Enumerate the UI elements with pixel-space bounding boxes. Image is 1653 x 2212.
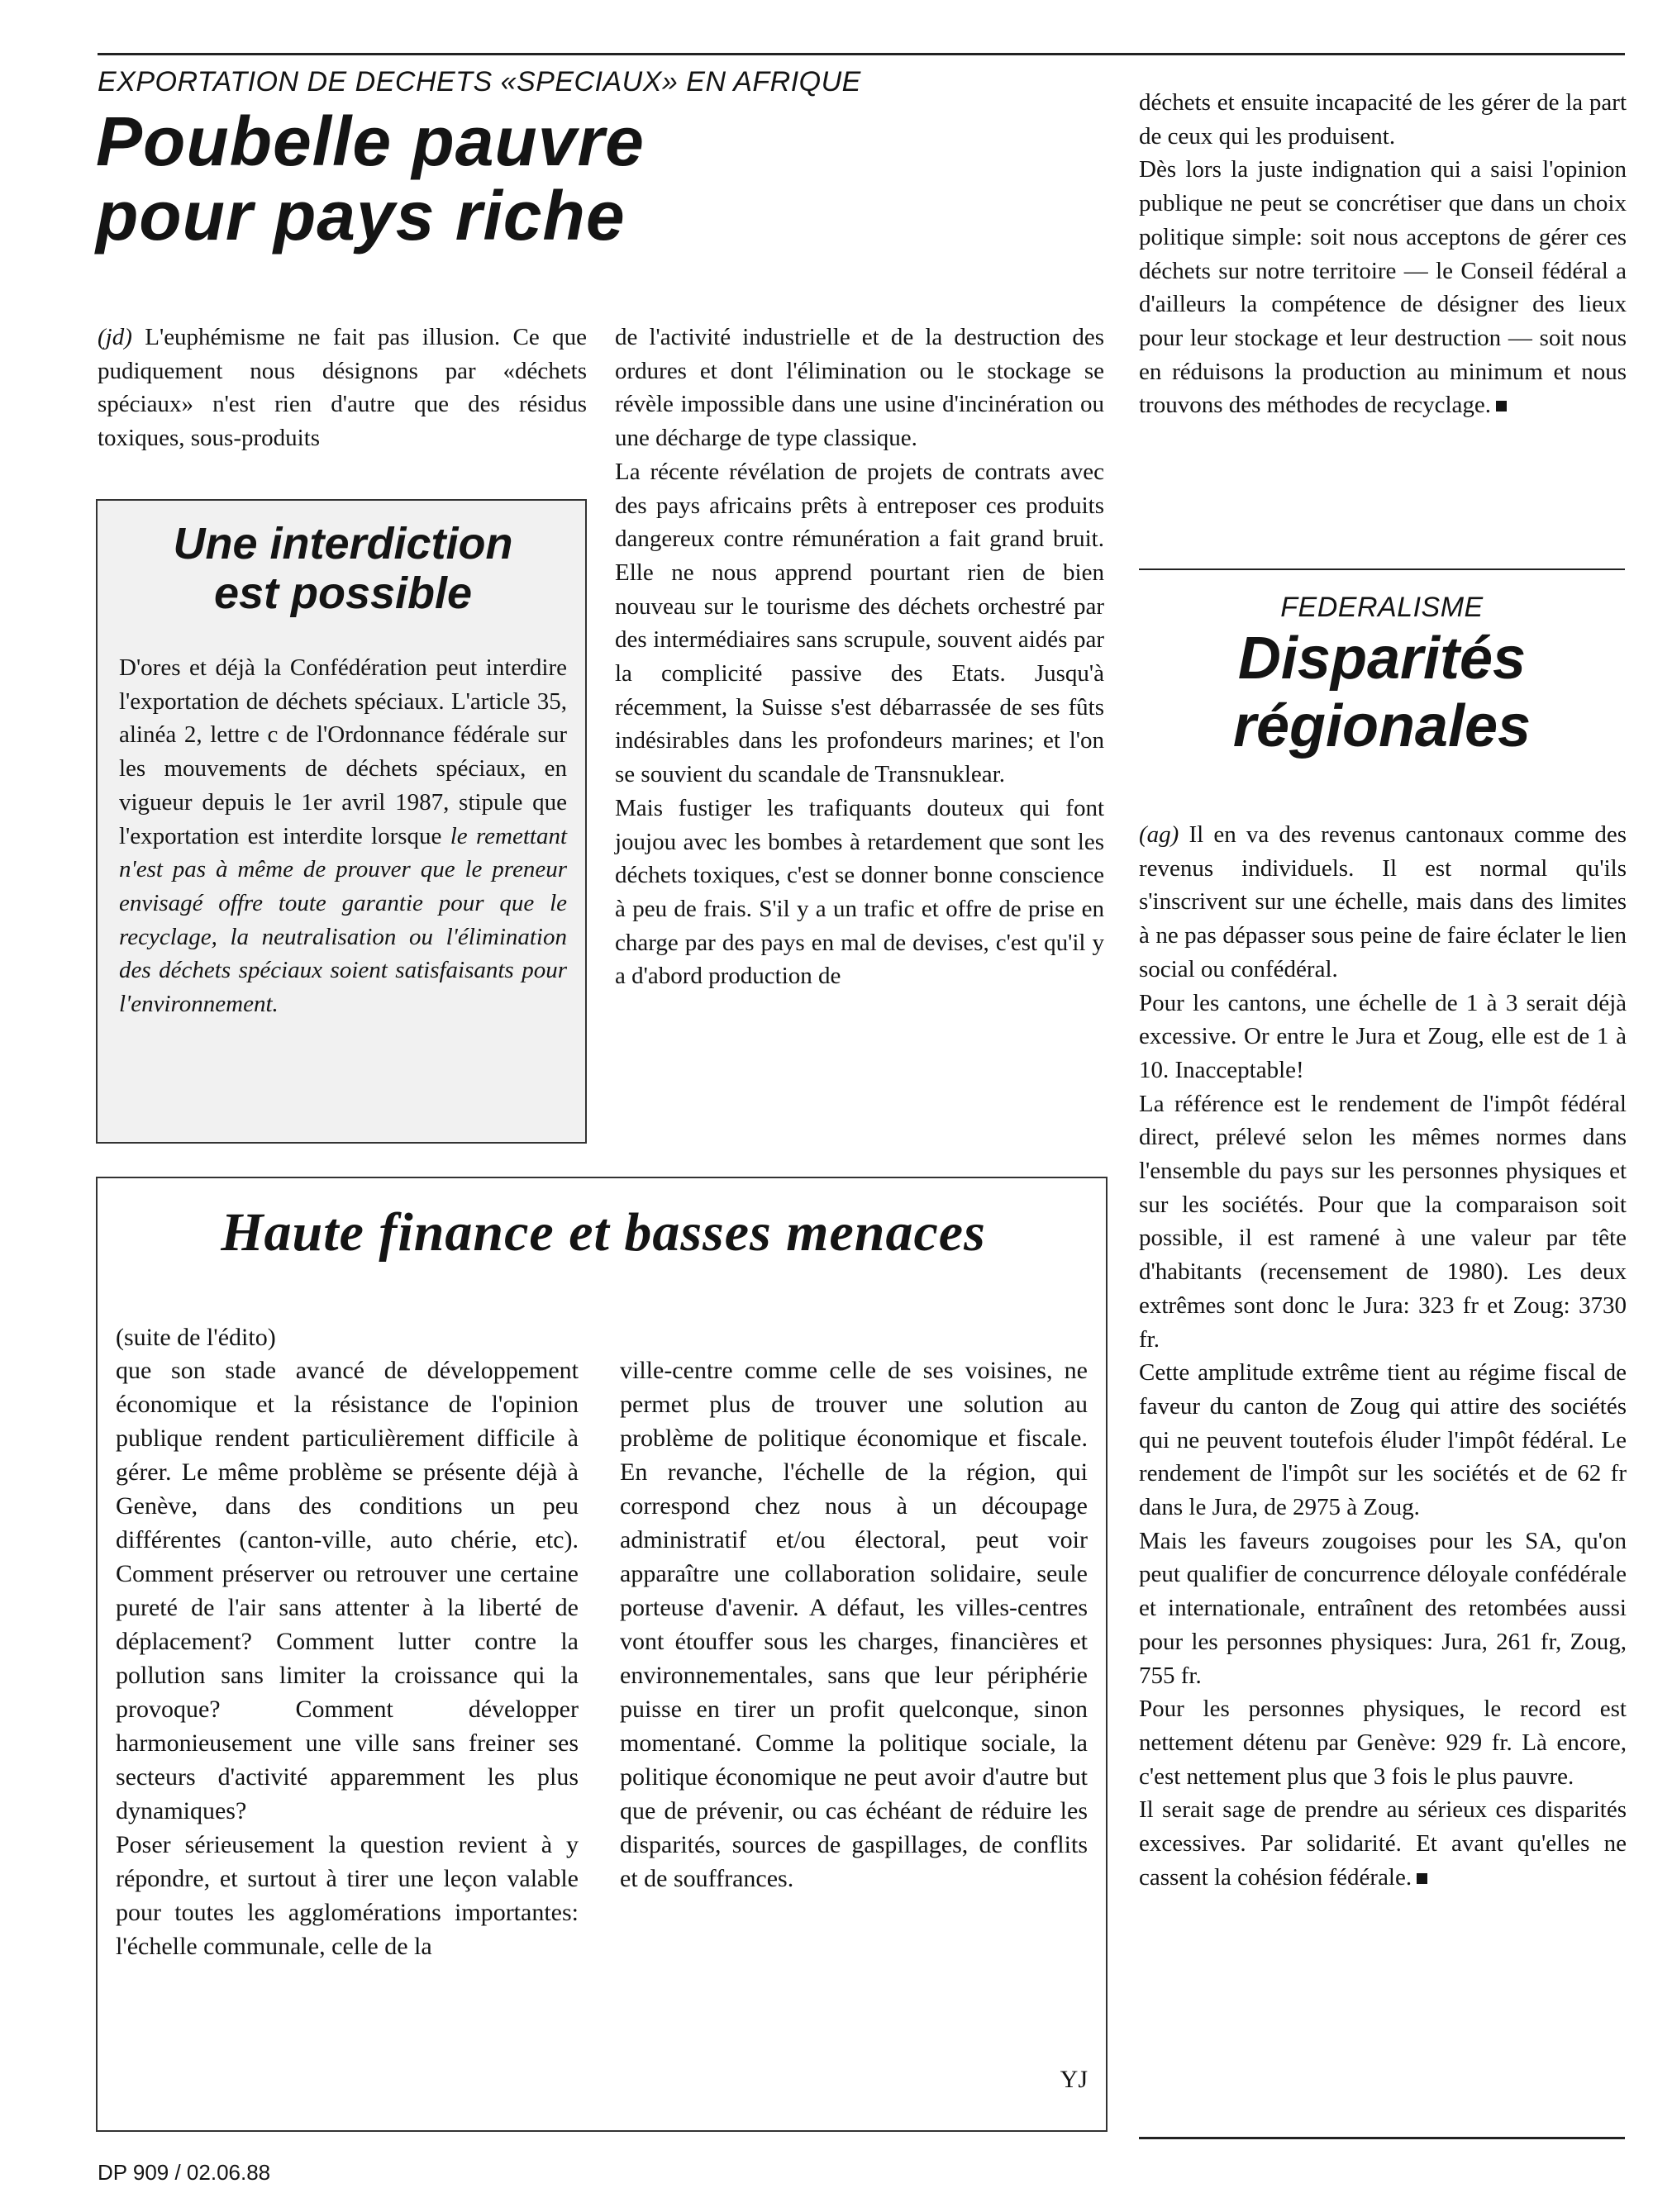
- article-column-1: [98, 321, 587, 455]
- section-rule: [1139, 568, 1625, 570]
- article-title-line-1: Disparités: [1237, 626, 1527, 692]
- article-paragraph: Poser sérieusement la question revient à y répondre, et surtout à tirer une leçon valable pour toutes les agglomérations importantes: l'échelle communale, celle de la: [116, 1831, 579, 1960]
- article-title-line-1: Poubelle pauvre: [96, 102, 645, 180]
- article-kicker: EXPORTATION DE DECHETS «SPECIAUX» EN AFRIQUE: [98, 66, 861, 98]
- article-paragraph: ville-centre comme celle de ses voisines, ne permet plus de trouver une solution au problème de politique économique et fiscale. En revanche, l'échelle de la région, qui correspond chez nous à un découpage administratif et/ou électoral, peut voir apparaître une collaboration solidaire, seule porteuse d'avenir. A défaut, les villes-centres vont étouffer sous les charges, financières et environnementales, sans que leur périphérie puisse en tirer un profit quelconque, sinon momentané. Comme la politique sociale, la politique économique ne peut avoir d'autre but que de prévenir, ou cas échéant de réduire les disparités, sources de gaspillages, de conflits et de souffrances.: [620, 1357, 1088, 1892]
- article-paragraph: Pour les cantons, une échelle de 1 à 3 serait déjà excessive. Or entre le Jura et Zoug, elle est de 1 à 10. Inacceptable!: [1139, 989, 1627, 1083]
- article-title-line-2: régionales: [1232, 693, 1532, 759]
- sidebar-text-plain: D'ores et déjà la Confédération peut interdire l'exportation de déchets spéciaux. L'article 35, alinéa 2, lettre c de l'Ordonnance fédérale sur les mouvements de déchets spéciaux, en vigueur depuis le 1er avril 1987, stipule que l'exportation est interdite lorsque: [119, 654, 567, 849]
- article-paragraph: Mais les faveurs zougoises pour les SA, qu'on peut qualifier de concurrence déloyale confédérale et internationale, entraînent des retombées aussi pour les personnes physiques: Jura, 261 fr, Zoug, 755 fr.: [1139, 1527, 1627, 1689]
- editorial-suite: (suite de l'édito): [116, 1324, 276, 1351]
- editorial-column-2: [620, 1353, 1088, 1896]
- sidebar-text-quote: le remettant n'est pas à même de prouver que le preneur envisagé offre toute garantie pour que le recyclage, la neutralisation ou l'élimination des déchets spéciaux soient satisfaisants pour l'environnement.: [119, 822, 568, 1018]
- sidebar-box: [96, 499, 587, 1144]
- top-rule: [98, 53, 1625, 55]
- byline: (jd): [98, 324, 132, 350]
- article-paragraph: déchets et ensuite incapacité de les gérer de la part de ceux qui les produisent.: [1139, 89, 1627, 150]
- article-column: [1139, 818, 1627, 1895]
- sidebar-title-line-1: Une interdiction: [173, 519, 513, 568]
- editorial-column-1: [116, 1353, 579, 1963]
- article-paragraph: Mais fustiger les trafiquants douteux qui font joujou avec les bombes à retardement que sont les déchets toxiques, c'est se donner bonne conscience à peu de frais. S'il y a un trafic et offre de prise en charge par des pays en mal de devises, c'est qu'il y a d'abord production de: [615, 794, 1104, 990]
- article-paragraph: Pour les personnes physiques, le record est nettement détenu par Genève: 929 fr. Là encore, c'est nettement plus que 3 fois le plus pauvre.: [1139, 1696, 1627, 1790]
- article-column-2: [615, 321, 1104, 993]
- article-title: [96, 104, 645, 253]
- byline: (ag): [1139, 821, 1179, 848]
- editorial-signature: YJ: [1060, 2066, 1088, 2093]
- article-paragraph: La référence est le rendement de l'impôt fédéral direct, prélevé selon les mêmes normes dans l'ensemble du pays sur les personnes physiques et sur les sociétés. Pour que la comparaison soit possible, il est ramené à une valeur par tête d'habitants (recensement de 1980). Les deux extrêmes sont donc le Jura: 323 fr et Zoug: 3730 fr.: [1139, 1090, 1627, 1353]
- article-paragraph: Cette amplitude extrême tient au régime fiscal de faveur du canton de Zoug qui attire des sociétés qui ne peuvent toutefois éluder l'impôt fédéral. Le rendement de l'impôt sur les sociétés et de 62 fr dans le Jura, de 2975 à Zoug.: [1139, 1359, 1627, 1521]
- sidebar-title-line-2: est possible: [213, 568, 473, 618]
- end-mark: [1417, 1873, 1427, 1884]
- article-column-3: [1139, 86, 1627, 422]
- editorial-title: Haute finance et basses menaces: [221, 1202, 986, 1263]
- section-rule: [1139, 2137, 1625, 2139]
- article-paragraph: Il en va des revenus cantonaux comme des revenus individuels. Il est normal qu'ils s'inscrivent sur une échelle, mais dans des limites à ne pas dépasser sous peine de faire éclater le lien social ou confédéral.: [1139, 821, 1627, 982]
- issue-footer: DP 909 / 02.06.88: [98, 2160, 271, 2185]
- article-paragraph: La récente révélation de projets de contrats avec des pays africains prêts à entreposer ces produits dangereux contre rémunération a fait grand bruit. Elle ne nous apprend pourtant rien de bien nouveau sur le tourisme des déchets orchestré par des intermédiaires sans scrupule, souvent aidés par la complicité passive des Etats. Jusqu'à récemment, la Suisse s'est débarrassée de ses fûts indésirables dans les profondeurs marines; et l'on se souvient du scandale de Transnuklear.: [615, 458, 1104, 788]
- end-mark: [1496, 401, 1507, 411]
- article-title-line-2: pour pays riche: [96, 177, 626, 254]
- sidebar-text: [119, 651, 567, 1021]
- article-text: L'euphémisme ne fait pas illusion. Ce que pudiquement nous désignons par «déchets spéciaux» n'est rien d'autre que des résidus toxiques, sous-produits: [98, 324, 587, 452]
- article-title: [1139, 625, 1625, 760]
- editorial-box: [96, 1177, 1108, 2132]
- article-paragraph: Dès lors la juste indignation qui a saisi l'opinion publique ne peut se concrétiser que dans un choix politique simple: soit nous acceptons de gérer ces déchets sur notre territoire — le Conseil fédéral a d'ailleurs la compétence de désigner des lieux pour leur stockage et leur destruction — soit nous en réduisons la production au minimum et nous trouvons des méthodes de recyclage.: [1139, 156, 1627, 419]
- article-kicker: FEDERALISME: [1280, 592, 1484, 623]
- article-paragraph: Il serait sage de prendre au sérieux ces disparités excessives. Par solidarité. Et avant qu'elles ne cassent la cohésion fédérale.: [1139, 1796, 1627, 1891]
- article-paragraph: de l'activité industrielle et de la destruction des ordures et dont l'élimination ou le stockage se révèle impossible dans une usine d'incinération ou une décharge de type classique.: [615, 324, 1104, 452]
- article-paragraph: que son stade avancé de développement économique et la résistance de l'opinion publique rendent particulièrement difficile à gérer. Le même problème se présente déjà à Genève, dans des conditions un peu différentes (canton-ville, auto chérie, etc). Comment préserver ou retrouver une certaine pureté de l'air sans attenter à la liberté de déplacement? Comment lutter contre la pollution sans limiter la croissance qui la provoque? Comment développer harmonieusement une ville sans freiner ses secteurs d'activité apparemment les plus dynamiques?: [116, 1357, 579, 1824]
- sidebar-title: [98, 519, 588, 618]
